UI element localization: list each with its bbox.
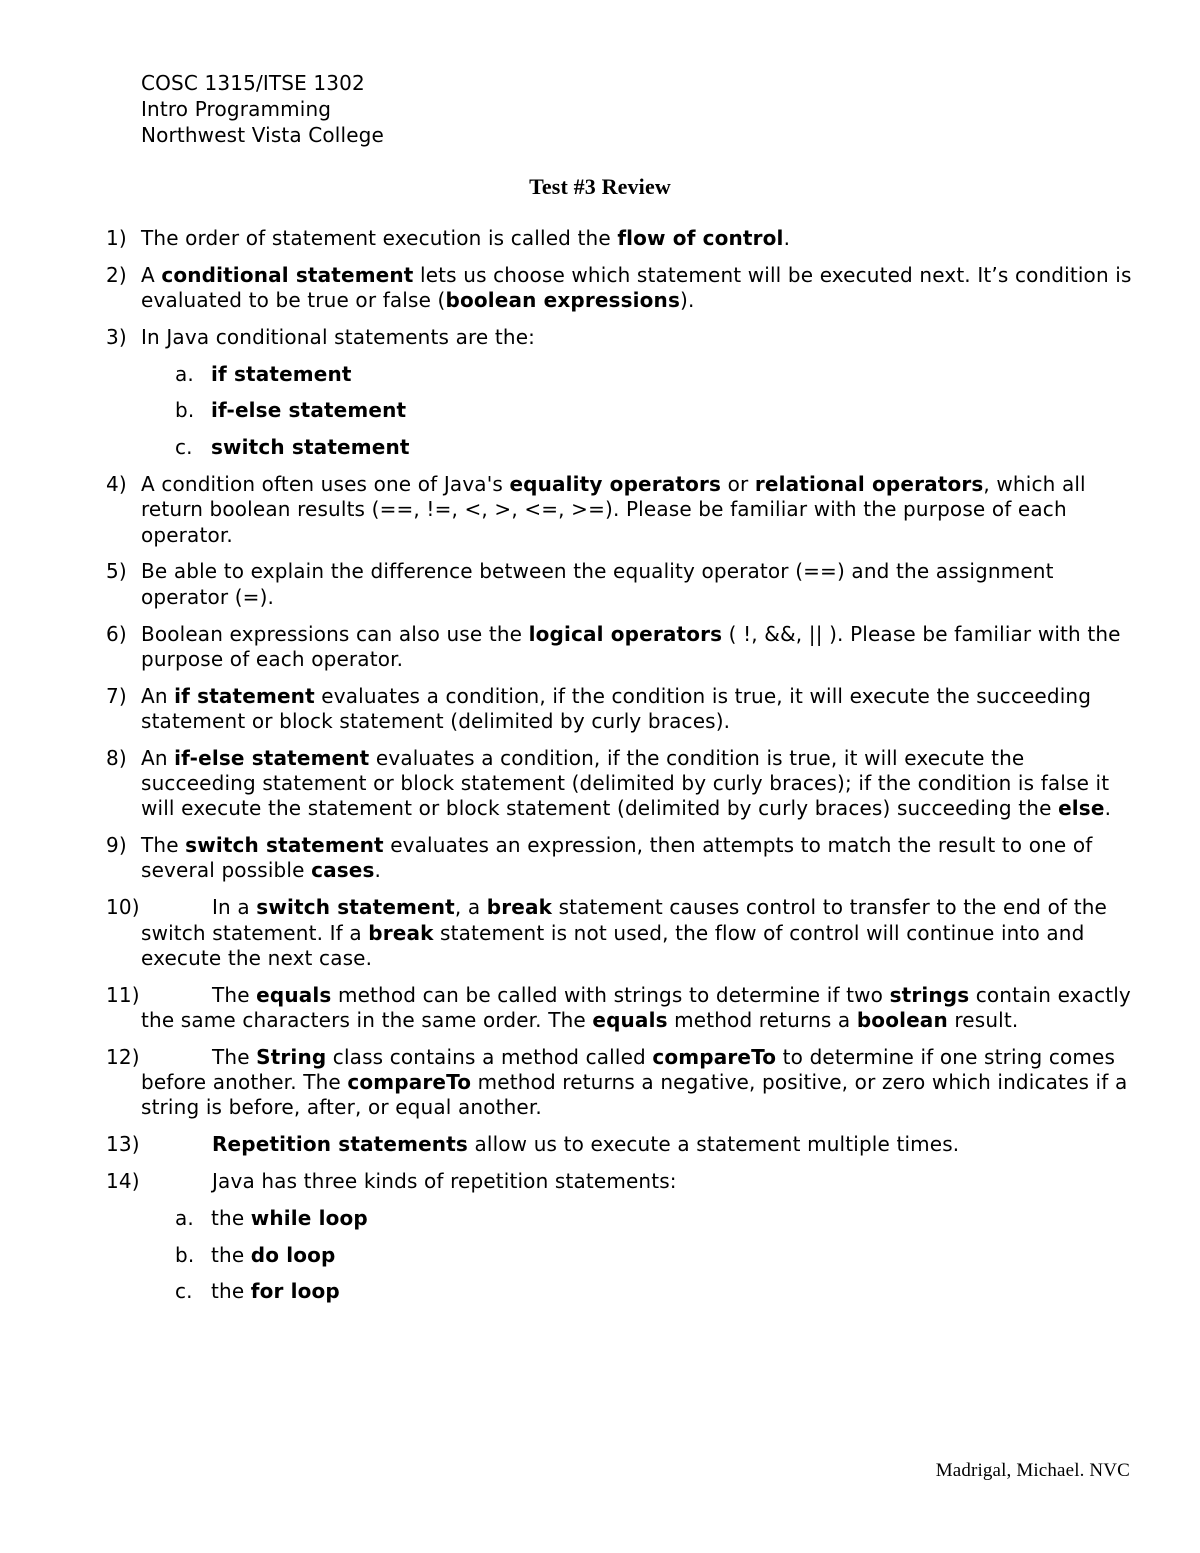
- item-text: method can be called with strings to determine if two: [331, 982, 890, 1007]
- sub-item-term: switch statement: [211, 435, 410, 460]
- item-text: In Java conditional statements are the:: [141, 324, 536, 349]
- course-header: [141, 70, 384, 148]
- item-number: 11): [106, 982, 140, 1007]
- item-term: if statement: [174, 683, 315, 708]
- item-number: 12): [106, 1044, 140, 1069]
- item-term: Repetition statements: [212, 1132, 468, 1157]
- item-text: , which all return boolean results (==, !=, <, >, <=, >=). Please be familiar with the purpose of each operator.: [141, 472, 1086, 547]
- sub-list-item: [106, 398, 1136, 423]
- item-text: The: [212, 1044, 257, 1069]
- sub-item-text: the: [211, 1242, 251, 1267]
- item-text: The: [212, 982, 257, 1007]
- item-text: evaluates a condition, if the condition is true, it will execute the succeeding statement or block statement (delimited by curly braces).: [141, 683, 1092, 733]
- item-text: lets us choose which statement will be executed next. It’s condition is evaluated to be true or false (: [141, 262, 1132, 313]
- item-text: statement is not used, the flow of control will continue into and execute the next case.: [141, 920, 1085, 970]
- sub-item-letter: a.: [175, 1205, 194, 1230]
- list-item: [106, 559, 1136, 610]
- item-text: In a: [212, 895, 257, 920]
- item-term: switch statement: [256, 895, 455, 920]
- item-text: or: [721, 472, 755, 497]
- item-text: The order of statement execution is called the: [141, 226, 618, 250]
- list-item: [106, 746, 1136, 822]
- item-number: 13): [106, 1132, 140, 1157]
- item-term: equals: [256, 982, 332, 1007]
- sub-list-item: [106, 435, 1136, 460]
- list-item: [106, 472, 1136, 548]
- item-term: cases: [311, 858, 375, 883]
- sub-item-letter: a.: [175, 361, 194, 386]
- item-term: flow of control: [617, 226, 784, 250]
- sub-item-letter: b.: [175, 398, 195, 423]
- course-subject: Intro Programming: [141, 97, 332, 121]
- item-text: to determine if one string comes before another. The: [141, 1044, 1116, 1095]
- item-term: break: [486, 895, 553, 920]
- course-code: COSC 1315/ITSE 1302: [141, 71, 365, 95]
- list-item: [106, 622, 1136, 673]
- list-item: [106, 983, 1136, 1034]
- list-item: [106, 833, 1136, 884]
- list-item: [106, 1045, 1136, 1121]
- list-item: [106, 1169, 1136, 1194]
- item-number: 14): [106, 1168, 140, 1193]
- list-item: [106, 895, 1136, 971]
- sub-list-item: [106, 1206, 1136, 1231]
- item-term: equality operators: [509, 472, 722, 497]
- item-number: 5): [106, 559, 127, 584]
- item-text: , a: [454, 895, 487, 920]
- item-number: 2): [106, 262, 127, 287]
- item-number: 10): [106, 895, 140, 920]
- sub-list-item: [106, 1243, 1136, 1268]
- item-term: compareTo: [347, 1070, 472, 1095]
- item-text: The: [141, 833, 186, 858]
- list-item: [106, 1132, 1136, 1157]
- item-text: .: [783, 226, 791, 250]
- item-text: evaluates a condition, if the condition is true, it will execute the succeeding statement or block statement (delimited by curly braces); if the condition is false it will execute the statement or block statement (delimited by curly braces) succeeding the: [141, 745, 1110, 821]
- item-term: conditional statement: [161, 262, 414, 287]
- sub-item-letter: c.: [175, 1279, 193, 1304]
- item-text: A condition often uses one of Java's: [141, 472, 510, 497]
- item-number: 4): [106, 472, 127, 497]
- page-title: Test #3 Review: [529, 174, 671, 199]
- item-term: else: [1058, 796, 1105, 821]
- sub-item-term: do loop: [250, 1242, 336, 1267]
- page-footer: Madrigal, Michael. NVC: [935, 1460, 1130, 1481]
- item-text: Java has three kinds of repetition statements:: [212, 1168, 677, 1193]
- college-name: Northwest Vista College: [141, 123, 384, 147]
- item-number: 1): [106, 226, 127, 250]
- list-item: [106, 263, 1136, 314]
- item-text: method returns a: [667, 1007, 857, 1032]
- item-term: break: [368, 920, 434, 945]
- item-text: ( !, &&, || ). Please be familiar with the purpose of each operator.: [141, 621, 1121, 671]
- item-term: switch statement: [185, 833, 384, 858]
- sub-item-text: the: [211, 1279, 251, 1304]
- sub-item-letter: b.: [175, 1242, 195, 1267]
- item-number: 6): [106, 621, 127, 646]
- sub-item-text: the: [211, 1205, 251, 1230]
- item-text: .: [1104, 796, 1112, 821]
- item-number: 3): [106, 324, 127, 349]
- item-text: A: [141, 262, 162, 287]
- item-text: contain exactly the same characters in the same order. The: [141, 982, 1131, 1032]
- item-text: method returns a negative, positive, or zero which indicates if a string is before, after, or equal another.: [141, 1070, 1128, 1120]
- sub-list-item: [106, 362, 1136, 387]
- item-term: boolean expressions: [445, 288, 681, 313]
- item-text: .: [374, 858, 382, 883]
- item-term: boolean: [856, 1007, 948, 1032]
- sub-item-term: for loop: [250, 1279, 340, 1304]
- sub-item-letter: c.: [175, 435, 193, 460]
- item-term: compareTo: [652, 1044, 777, 1069]
- item-number: 9): [106, 833, 127, 858]
- list-item: [106, 226, 1136, 251]
- item-text: result.: [947, 1007, 1019, 1032]
- item-text: An: [141, 745, 175, 770]
- item-text: allow us to execute a statement multiple times.: [467, 1132, 960, 1157]
- review-list: [106, 226, 1136, 1316]
- sub-item-term: if statement: [211, 361, 352, 386]
- item-term: String: [256, 1044, 327, 1069]
- item-term: logical operators: [528, 621, 723, 646]
- item-term: equals: [592, 1007, 668, 1032]
- sub-item-term: while loop: [250, 1205, 368, 1230]
- item-number: 8): [106, 745, 127, 770]
- item-text: Boolean expressions can also use the: [141, 621, 529, 646]
- item-text: ).: [680, 288, 695, 313]
- item-text: class contains a method called: [326, 1044, 653, 1069]
- item-term: if-else statement: [174, 745, 370, 770]
- item-number: 7): [106, 683, 127, 708]
- item-text: Be able to explain the difference between the equality operator (==) and the assignment operator (=).: [141, 559, 1054, 609]
- item-text: statement causes control to transfer to the end of the switch statement. If a: [141, 895, 1108, 945]
- list-item: [106, 684, 1136, 735]
- item-text: An: [141, 683, 175, 708]
- item-term: strings: [889, 982, 970, 1007]
- sub-list-item: [106, 1279, 1136, 1304]
- item-term: relational operators: [754, 472, 984, 497]
- item-text: evaluates an expression, then attempts to match the result to one of several possible: [141, 833, 1093, 883]
- list-item: [106, 325, 1136, 350]
- sub-item-term: if-else statement: [211, 398, 407, 423]
